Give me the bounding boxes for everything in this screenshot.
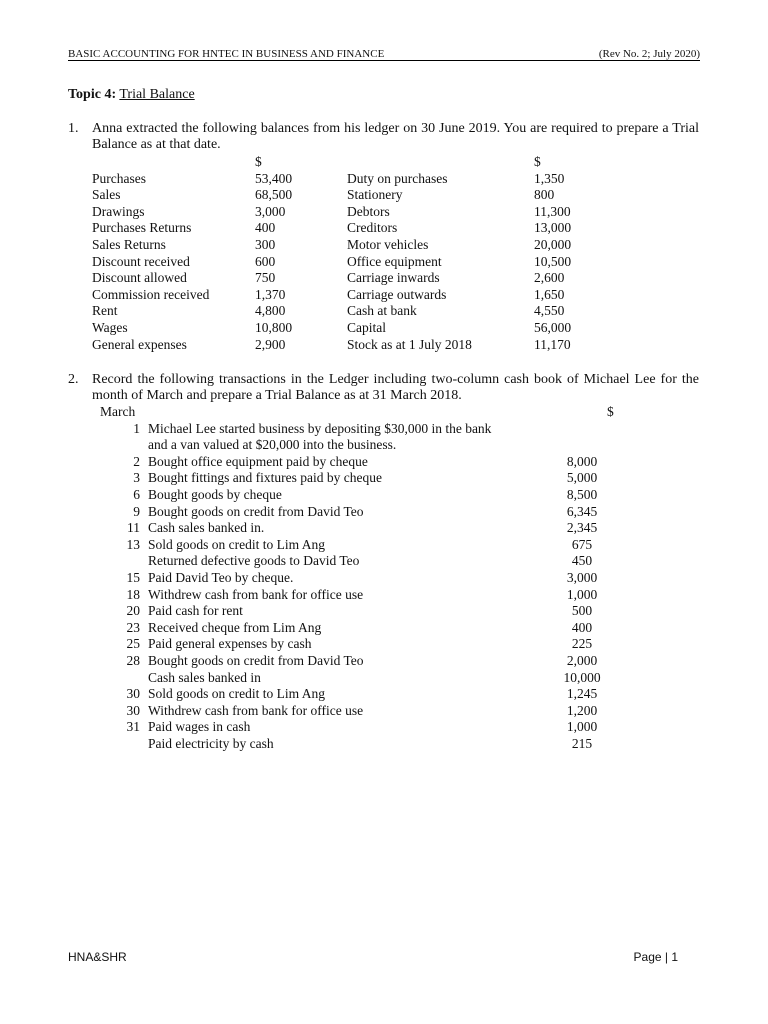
balance-amount-left: 53,400 bbox=[255, 170, 293, 186]
currency-left: $ bbox=[255, 154, 262, 169]
transaction-amount: 1,200 bbox=[566, 702, 598, 718]
balance-label-left: Discount allowed bbox=[92, 270, 187, 286]
balance-label-left: Purchases Returns bbox=[92, 220, 192, 236]
currency-label: $ bbox=[607, 404, 614, 419]
transaction-description: Bought fittings and fixtures paid by cheque bbox=[148, 470, 382, 486]
balance-label-left: Sales bbox=[92, 187, 121, 203]
transaction-row bbox=[100, 670, 660, 687]
question-2-number: 2. bbox=[68, 372, 79, 387]
balance-amount-left: 4,800 bbox=[255, 303, 286, 319]
page-number: Page | 1 bbox=[633, 950, 678, 964]
transaction-amount: 225 bbox=[571, 636, 593, 652]
balance-row bbox=[92, 187, 612, 204]
balance-label-right: Debtors bbox=[347, 203, 390, 219]
balance-label-right: Duty on purchases bbox=[347, 170, 448, 186]
transaction-amount: 8,000 bbox=[566, 453, 598, 469]
transaction-row bbox=[100, 587, 660, 604]
balance-amount-right: 4,550 bbox=[534, 303, 565, 319]
topic-prefix: Topic 4: bbox=[68, 87, 117, 102]
balance-row bbox=[92, 237, 612, 254]
month-label: March bbox=[100, 404, 136, 419]
transaction-row bbox=[100, 703, 660, 720]
transaction-day: 2 bbox=[133, 453, 140, 469]
transaction-description: Cash sales banked in bbox=[148, 669, 261, 685]
transaction-description: Returned defective goods to David Teo bbox=[148, 553, 360, 569]
transaction-day: 31 bbox=[126, 719, 140, 735]
transaction-amount: 1,000 bbox=[566, 586, 598, 602]
balance-row bbox=[92, 220, 612, 237]
balance-row bbox=[92, 303, 612, 320]
transaction-day: 20 bbox=[126, 603, 140, 619]
transaction-row bbox=[100, 603, 660, 620]
balance-label-left: Purchases bbox=[92, 170, 146, 186]
balance-label-left: Wages bbox=[92, 320, 128, 335]
transaction-row bbox=[100, 537, 660, 554]
balance-amount-right: 56,000 bbox=[534, 320, 572, 335]
transaction-row bbox=[100, 454, 660, 471]
balance-label-left: Discount received bbox=[92, 253, 190, 269]
transaction-description: Paid electricity by cash bbox=[148, 736, 274, 751]
balance-label-left: General expenses bbox=[92, 336, 187, 352]
balance-amount-right: 20,000 bbox=[534, 237, 572, 252]
balance-row bbox=[92, 204, 612, 221]
transaction-description: Paid David Teo by cheque. bbox=[148, 570, 294, 585]
topic-heading bbox=[68, 87, 195, 103]
transaction-day: 1 bbox=[133, 420, 140, 436]
balance-amount-right: 10,500 bbox=[534, 253, 572, 269]
balance-label-right: Stationery bbox=[347, 187, 403, 203]
balance-label-right: Office equipment bbox=[347, 253, 442, 269]
topic-title: Trial Balance bbox=[119, 87, 195, 102]
balance-label-left: Sales Returns bbox=[92, 237, 166, 252]
balance-amount-left: 1,370 bbox=[255, 286, 286, 302]
transaction-amount: 400 bbox=[571, 619, 593, 635]
balance-row bbox=[92, 287, 612, 304]
page-footer bbox=[68, 950, 678, 964]
balance-row bbox=[92, 171, 612, 188]
balance-label-right: Motor vehicles bbox=[347, 237, 429, 252]
transaction-row bbox=[100, 686, 660, 703]
transaction-day: 30 bbox=[126, 686, 140, 702]
balance-amount-left: 300 bbox=[255, 237, 276, 252]
question-2-text: Record the following transactions in the Ledger including two-column cash book of Michael Lee for the month of March and prepare a Trial Balance as at 31 March 2018. bbox=[92, 372, 699, 403]
question-2 bbox=[68, 372, 700, 406]
balance-amount-right: 2,600 bbox=[534, 270, 565, 286]
balance-amount-right: 11,300 bbox=[534, 203, 571, 219]
transactions-list bbox=[100, 404, 660, 764]
balance-label-right: Creditors bbox=[347, 220, 398, 236]
transaction-description: Withdrew cash from bank for office use bbox=[148, 702, 364, 718]
transaction-day: 13 bbox=[126, 536, 140, 552]
balance-row bbox=[92, 337, 612, 354]
page-header bbox=[68, 42, 700, 61]
question-1-number: 1. bbox=[68, 121, 79, 136]
transaction-amount: 215 bbox=[571, 736, 593, 751]
balance-amount-right: 11,170 bbox=[534, 336, 571, 352]
balance-amount-left: 68,500 bbox=[255, 187, 293, 203]
transaction-day: 15 bbox=[126, 570, 140, 585]
balance-label-right: Capital bbox=[347, 320, 386, 335]
transaction-description: Cash sales banked in. bbox=[148, 520, 265, 536]
question-1 bbox=[68, 121, 700, 155]
balances-list bbox=[92, 154, 612, 354]
transaction-amount: 8,500 bbox=[566, 487, 598, 502]
transaction-description: Michael Lee started business by depositing $30,000 in the bank bbox=[148, 420, 492, 436]
transaction-row bbox=[100, 553, 660, 570]
transaction-amount: 6,345 bbox=[566, 503, 598, 519]
footer-initials: HNA&SHR bbox=[68, 950, 127, 964]
transaction-amount: 2,000 bbox=[566, 653, 598, 668]
transaction-description: Sold goods on credit to Lim Ang bbox=[148, 536, 325, 552]
balance-amount-left: 3,000 bbox=[255, 203, 286, 219]
transaction-row bbox=[100, 504, 660, 521]
balance-row bbox=[92, 254, 612, 271]
transaction-row bbox=[100, 570, 660, 587]
transaction-description: Withdrew cash from bank for office use bbox=[148, 586, 364, 602]
transaction-amount: 3,000 bbox=[566, 570, 598, 585]
transaction-description: Bought goods on credit from David Teo bbox=[148, 653, 364, 668]
balance-label-right: Stock as at 1 July 2018 bbox=[347, 336, 472, 352]
transaction-day: 9 bbox=[133, 503, 140, 519]
balance-label-left: Rent bbox=[92, 303, 118, 319]
transaction-description: Paid general expenses by cash bbox=[148, 636, 312, 652]
transaction-description: Bought office equipment paid by cheque bbox=[148, 453, 368, 469]
balance-amount-left: 600 bbox=[255, 253, 276, 269]
transaction-row bbox=[100, 719, 660, 736]
balance-row bbox=[92, 270, 612, 287]
transaction-day: 3 bbox=[133, 470, 140, 486]
currency-row bbox=[92, 154, 612, 171]
transaction-row bbox=[100, 636, 660, 653]
balance-label-right: Cash at bank bbox=[347, 303, 417, 319]
transaction-row bbox=[100, 736, 660, 753]
balance-amount-right: 13,000 bbox=[534, 220, 572, 236]
transaction-description: Bought goods on credit from David Teo bbox=[148, 503, 364, 519]
transaction-description: Bought goods by cheque bbox=[148, 487, 282, 502]
transaction-amount: 10,000 bbox=[563, 669, 601, 685]
transaction-row bbox=[100, 437, 660, 454]
transaction-day: 18 bbox=[126, 586, 140, 602]
transaction-amount: 1,245 bbox=[566, 686, 598, 702]
transaction-row bbox=[100, 620, 660, 637]
transaction-amount: 450 bbox=[571, 553, 593, 569]
transaction-description: Received cheque from Lim Ang bbox=[148, 619, 322, 635]
question-1-text: Anna extracted the following balances from his ledger on 30 June 2019. You are required to prepare a Trial Balance as at that date. bbox=[92, 121, 699, 152]
balance-amount-right: 1,650 bbox=[534, 286, 565, 302]
transaction-amount: 2,345 bbox=[566, 520, 598, 536]
transaction-amount: 500 bbox=[571, 603, 593, 619]
transaction-description: Paid cash for rent bbox=[148, 603, 243, 619]
transaction-row bbox=[100, 421, 660, 438]
balance-row bbox=[92, 320, 612, 337]
transaction-day: 23 bbox=[126, 619, 140, 635]
transaction-row bbox=[100, 653, 660, 670]
transaction-row bbox=[100, 520, 660, 537]
balance-amount-left: 750 bbox=[255, 270, 276, 286]
transaction-description: Sold goods on credit to Lim Ang bbox=[148, 686, 325, 702]
transaction-amount: 5,000 bbox=[566, 470, 598, 486]
currency-right: $ bbox=[534, 154, 541, 169]
balance-label-right: Carriage outwards bbox=[347, 286, 447, 302]
transaction-day: 28 bbox=[126, 653, 140, 668]
balance-amount-right: 800 bbox=[534, 187, 555, 203]
transaction-description: Paid wages in cash bbox=[148, 719, 251, 735]
transaction-amount: 675 bbox=[571, 536, 593, 552]
transaction-day: 30 bbox=[126, 702, 140, 718]
transaction-row bbox=[100, 470, 660, 487]
balance-label-right: Carriage inwards bbox=[347, 270, 440, 286]
transaction-day: 6 bbox=[133, 487, 140, 502]
transaction-amount: 1,000 bbox=[566, 719, 598, 735]
transaction-description: and a van valued at $20,000 into the business. bbox=[148, 437, 397, 453]
month-row bbox=[100, 404, 660, 421]
balance-amount-left: 10,800 bbox=[255, 320, 293, 335]
balance-amount-right: 1,350 bbox=[534, 170, 565, 186]
header-title: BASIC ACCOUNTING FOR HNTEC IN BUSINESS AND FINANCE bbox=[68, 48, 385, 60]
balance-amount-left: 2,900 bbox=[255, 336, 286, 352]
balance-label-left: Drawings bbox=[92, 203, 145, 219]
balance-amount-left: 400 bbox=[255, 220, 276, 236]
transaction-day: 25 bbox=[126, 636, 140, 652]
transaction-day: 11 bbox=[127, 520, 140, 536]
transaction-row bbox=[100, 487, 660, 504]
header-revision: (Rev No. 2; July 2020) bbox=[598, 48, 700, 60]
balance-label-left: Commission received bbox=[92, 286, 210, 302]
